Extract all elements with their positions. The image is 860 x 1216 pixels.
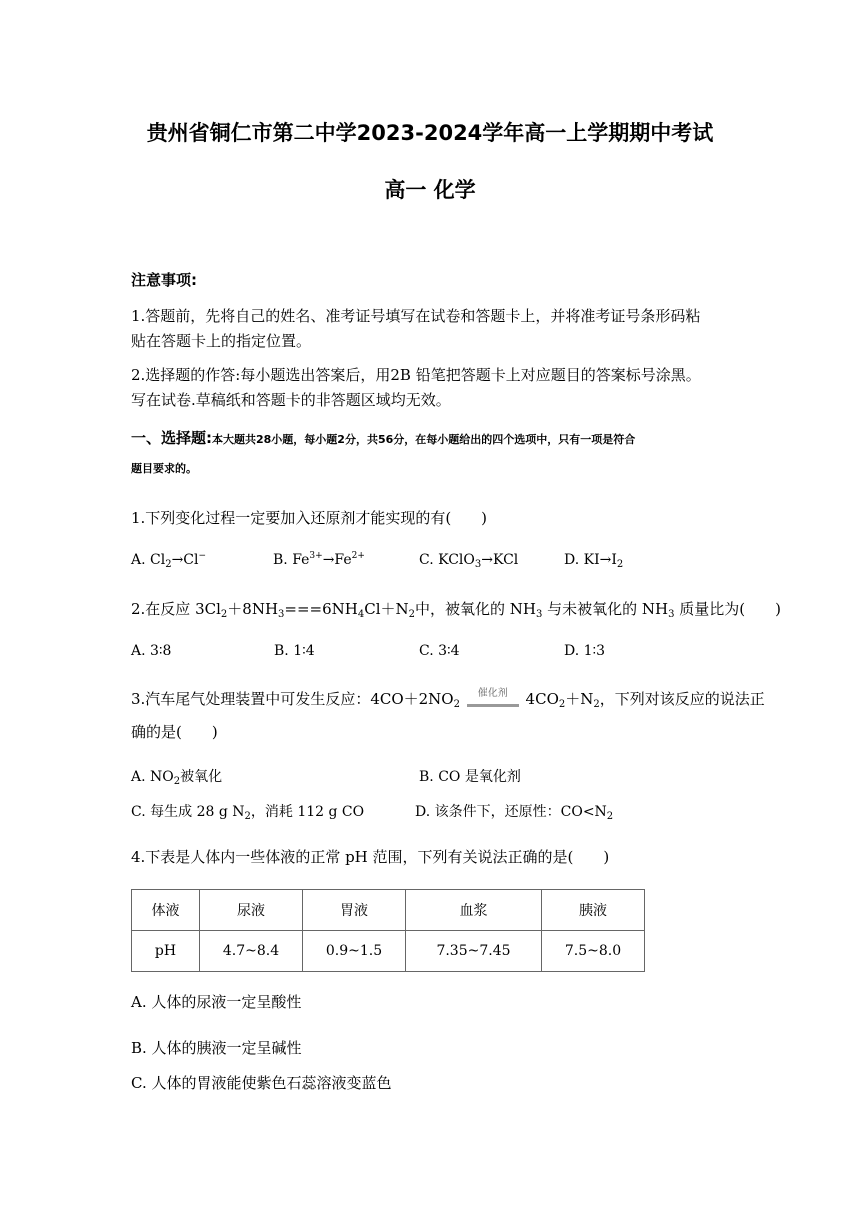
subscript: 2 xyxy=(220,609,228,620)
table-header-cell: 体液 xyxy=(132,890,200,931)
question-3-option-b: B. CO 是氧化剂 xyxy=(419,769,521,785)
reaction-arrow-line xyxy=(467,704,519,707)
table-header-cell: 胃液 xyxy=(303,890,406,931)
text: Cl＋N xyxy=(364,600,409,618)
table-cell: 7.35~7.45 xyxy=(406,931,542,972)
notice-item-1-line-1: 1.答题前，先将自己的姓名、准考证号填写在试卷和答题卡上，并将准考证号条形码粘 xyxy=(131,307,701,325)
question-1-option-d: D. $KI\to I_2$ xyxy=(564,552,624,570)
text: 中，被氧化的 NH xyxy=(415,600,537,618)
question-1-option-b: B. $Fe^{3+}\to Fe^{2+}$ xyxy=(273,551,365,568)
table-cell: 0.9~1.5 xyxy=(303,931,406,972)
notice-heading: 注意事项: xyxy=(131,271,197,289)
question-3-option-c xyxy=(131,801,364,821)
question-2-stem xyxy=(131,598,781,619)
subscript: 2 xyxy=(558,699,566,710)
exam-subtitle: 高一 化学 xyxy=(384,178,476,202)
ph-table xyxy=(131,889,645,972)
question-3-stem-line-2: 确的是( ) xyxy=(131,723,218,741)
question-1-option-c: C. KClO$_3$→KCl xyxy=(419,552,519,570)
question-2-option-a: A. 3∶8 xyxy=(131,643,172,659)
subscript: 3 xyxy=(278,609,285,620)
table-header-cell: 尿液 xyxy=(200,890,303,931)
question-2-option-c: C. 3∶4 xyxy=(419,643,460,659)
subscript: 2 xyxy=(616,559,624,570)
question-4-option-c: C. 人体的胃液能使紫色石蕊溶液变蓝色 xyxy=(131,1074,392,1092)
text: ，下列对该反应的说法正 xyxy=(599,690,765,708)
subscript: 2 xyxy=(165,559,172,570)
question-2-option-d: D. 1∶3 xyxy=(564,643,606,659)
subscript: 3 xyxy=(668,609,675,620)
exam-title: 贵州省铜仁市第二中学2023-2024学年高一上学期期中考试 xyxy=(146,121,714,145)
question-2-option-b: B. 1∶4 xyxy=(274,643,315,659)
subscript: 2 xyxy=(244,811,251,822)
table-header-cell: 胰液 xyxy=(542,890,645,931)
superscript: 2+ xyxy=(351,551,365,561)
subscript: 2 xyxy=(453,699,460,710)
table-header-cell: 血浆 xyxy=(406,890,542,931)
text: A. NO xyxy=(131,769,174,785)
text: ===6NH xyxy=(284,600,358,618)
table-row xyxy=(132,931,645,972)
subscript: 2 xyxy=(606,811,614,822)
text: ，消耗 112 g CO xyxy=(250,804,365,820)
table-header-row xyxy=(132,890,645,931)
text: 2.在反应 3Cl xyxy=(131,600,221,618)
text: 与未被氧化的 NH xyxy=(542,600,669,618)
subscript: 2 xyxy=(408,609,416,620)
catalyst-label: 催化剂 xyxy=(477,688,508,699)
subscript: 4 xyxy=(357,609,365,620)
text: 3.汽车尾气处理装置中可发生反应：4CO＋2NO xyxy=(131,690,454,708)
subscript: 3 xyxy=(536,609,543,620)
text: D. 该条件下，还原性：CO<N xyxy=(415,804,607,820)
superscript: 3+ xyxy=(309,551,323,561)
text: ＋N xyxy=(565,690,594,708)
table-cell: 7.5~8.0 xyxy=(542,931,645,972)
notice-item-2-line-2: 写在试卷.草稿纸和答题卡的非答题区域均无效。 xyxy=(131,391,451,409)
subscript: 2 xyxy=(593,699,600,710)
question-4-option-b: B. 人体的胰液一定呈碱性 xyxy=(131,1039,302,1057)
table-cell: pH xyxy=(132,931,200,972)
catalyst-arrow xyxy=(465,690,521,708)
text: 被氧化 xyxy=(180,769,223,785)
text: 4CO xyxy=(525,690,559,708)
question-3-stem xyxy=(131,688,765,709)
notice-item-1-line-2: 贴在答题卡上的指定位置。 xyxy=(131,332,312,350)
notice-item-2-line-1: 2.选择题的作答:每小题选出答案后，用2B 铅笔把答题卡上对应题目的答案标号涂黑。 xyxy=(131,366,701,384)
subscript: 2 xyxy=(173,776,181,787)
text: ＋8NH xyxy=(227,600,279,618)
section-description-line-2: 题目要求的。 xyxy=(131,462,197,475)
subscript: 3 xyxy=(474,559,482,570)
question-3-option-a xyxy=(131,766,222,786)
question-1-stem: 1.下列变化过程一定要加入还原剂才能实现的有( ) xyxy=(131,509,488,527)
text: 质量比为( ) xyxy=(674,600,781,618)
section-heading-line xyxy=(131,427,635,448)
section-heading: 一、选择题: xyxy=(131,429,212,447)
text: C. 每生成 28 g N xyxy=(131,804,245,820)
table-cell: 4.7~8.4 xyxy=(200,931,303,972)
question-4-option-a: A. 人体的尿液一定呈酸性 xyxy=(131,993,302,1011)
question-3-option-d xyxy=(415,801,613,821)
question-4-stem: 4.下表是人体内一些体液的正常 pH 范围，下列有关说法正确的是( ) xyxy=(131,848,610,866)
superscript: − xyxy=(198,551,207,561)
question-1-option-a: A. $Cl_2\to Cl^-$ xyxy=(131,551,207,570)
section-description: 本大题共28小题，每小题2分，共56分，在每小题给出的四个选项中，只有一项是符合 xyxy=(212,433,636,446)
